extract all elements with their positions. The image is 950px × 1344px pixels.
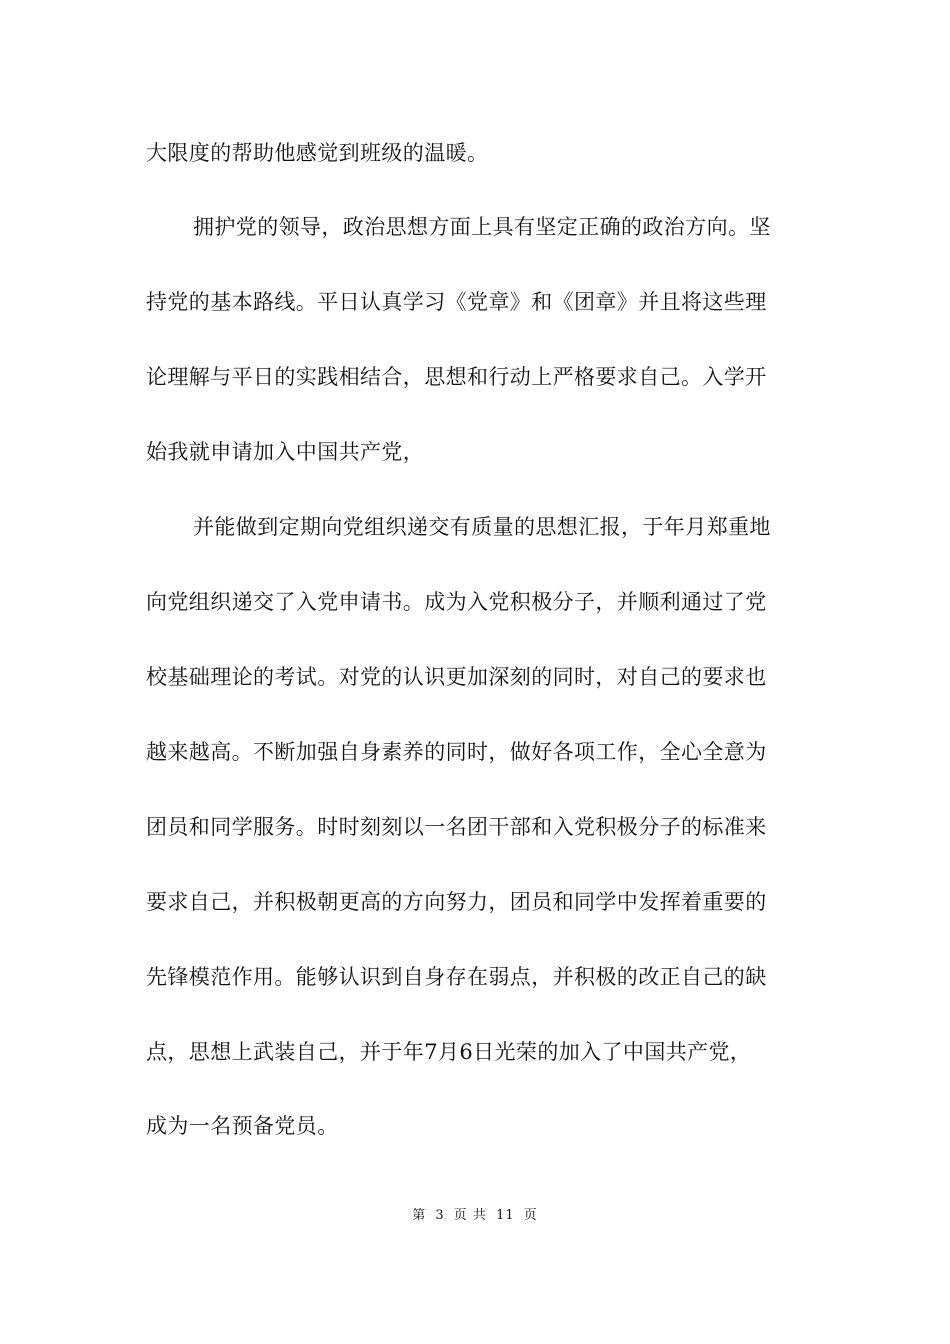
current-page-number: 3 [435,1208,445,1223]
paragraph-first-line: 拥护党的领导，政治思想方面上具有坚定正确的政治方向。坚 [193,215,771,239]
paragraph-first-line: 并能做到定期向党组织递交有质量的思想汇报，于年月郑重地 [193,515,771,539]
text-line: 先锋模范作用。能够认识到自身存在弱点，并积极的改正自己的缺 [146,965,767,989]
footer-middle: 页 共 [453,1208,487,1223]
text-line: 始我就申请加入中国共产党， [146,440,425,464]
text-line: 团员和同学服务。时时刻刻以一名团干部和入党积极分子的标准来 [146,815,767,839]
text-line: 成为一名预备党员。 [146,1114,339,1138]
text-line: 向党组织递交了入党申请书。成为入党积极分子，并顺利通过了党 [146,590,767,614]
total-page-count: 11 [496,1208,515,1223]
text-line: 越来越高。不断加强自身素养的同时，做好各项工作，全心全意为 [146,740,767,764]
page-footer [0,1206,950,1226]
footer-suffix: 页 [523,1208,538,1223]
text-line: 大限度的帮助他感觉到班级的温暖。 [146,141,489,165]
text-line: 持党的基本路线。平日认真学习《党章》和《团章》并且将这些理 [146,290,767,314]
text-line: 点，思想上武装自己，并于年7月6日光荣的加入了中国共产党， [146,1040,752,1064]
text-line: 要求自己，并积极朝更高的方向努力，团员和同学中发挥着重要的 [146,890,767,914]
text-line: 校基础理论的考试。对党的认识更加深刻的同时，对自己的要求也 [146,665,767,689]
text-line: 论理解与平日的实践相结合，思想和行动上严格要求自己。入学开 [146,365,767,389]
footer-prefix: 第 [412,1208,427,1223]
